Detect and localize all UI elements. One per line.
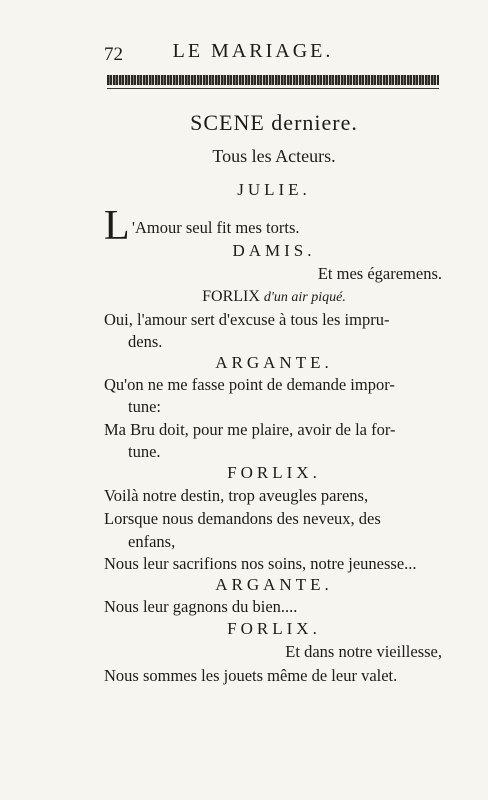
- argante-line-2: tune:: [128, 397, 161, 416]
- speaker-damis: DAMIS.: [232, 241, 316, 260]
- argante-line-4: tune.: [128, 442, 161, 461]
- speaker-forlix: FORLIX: [202, 288, 260, 305]
- drop-cap: L: [104, 203, 130, 249]
- speaker-argante: ARGANTE.: [215, 353, 333, 372]
- argante-line-3: Ma Bru doit, pour me plaire, avoir de la for-: [104, 420, 396, 439]
- julie-line: 'Amour seul fit mes torts.: [132, 218, 300, 237]
- rule-line: [107, 88, 439, 89]
- forlix2-line-2: Lorsque nous demandons des neveux, des: [104, 509, 381, 528]
- running-title: LE MARIAGE.: [172, 40, 334, 62]
- forlix3-line-2: Nous sommes les jouets même de leur valet.: [104, 666, 398, 685]
- speaker-forlix-3: FORLIX.: [227, 619, 321, 638]
- speaker-argante-2: ARGANTE.: [215, 575, 333, 594]
- forlix2-line-4: Nous leur sacrifions nos soins, notre jeunesse...: [104, 554, 417, 573]
- forlix-line-2: dens.: [128, 332, 163, 351]
- forlix3-line-1: Et dans notre vieillesse,: [285, 642, 442, 661]
- speaker-julie: JULIE.: [237, 180, 311, 199]
- scene-title: SCENE derniere.: [190, 110, 358, 135]
- forlix2-line-1: Voilà notre destin, trop aveugles parens,: [104, 486, 369, 505]
- argante2-line-1: Nous leur gagnons du bien....: [104, 597, 298, 616]
- page-number: 72: [104, 44, 123, 65]
- scene-cast: Tous les Acteurs.: [212, 146, 336, 166]
- speaker-forlix-2: FORLIX.: [227, 463, 321, 482]
- ornamental-rule: [107, 75, 439, 85]
- forlix2-line-3: enfans,: [128, 532, 176, 551]
- speaker-forlix-direction: [104, 288, 444, 306]
- forlix-line-1: Oui, l'amour sert d'excuse à tous les impru-: [104, 310, 390, 329]
- argante-line-1: Qu'on ne me fasse point de demande impor-: [104, 375, 395, 394]
- damis-line: Et mes égaremens.: [317, 264, 442, 283]
- stage-direction: d'un air piqué.: [263, 290, 346, 305]
